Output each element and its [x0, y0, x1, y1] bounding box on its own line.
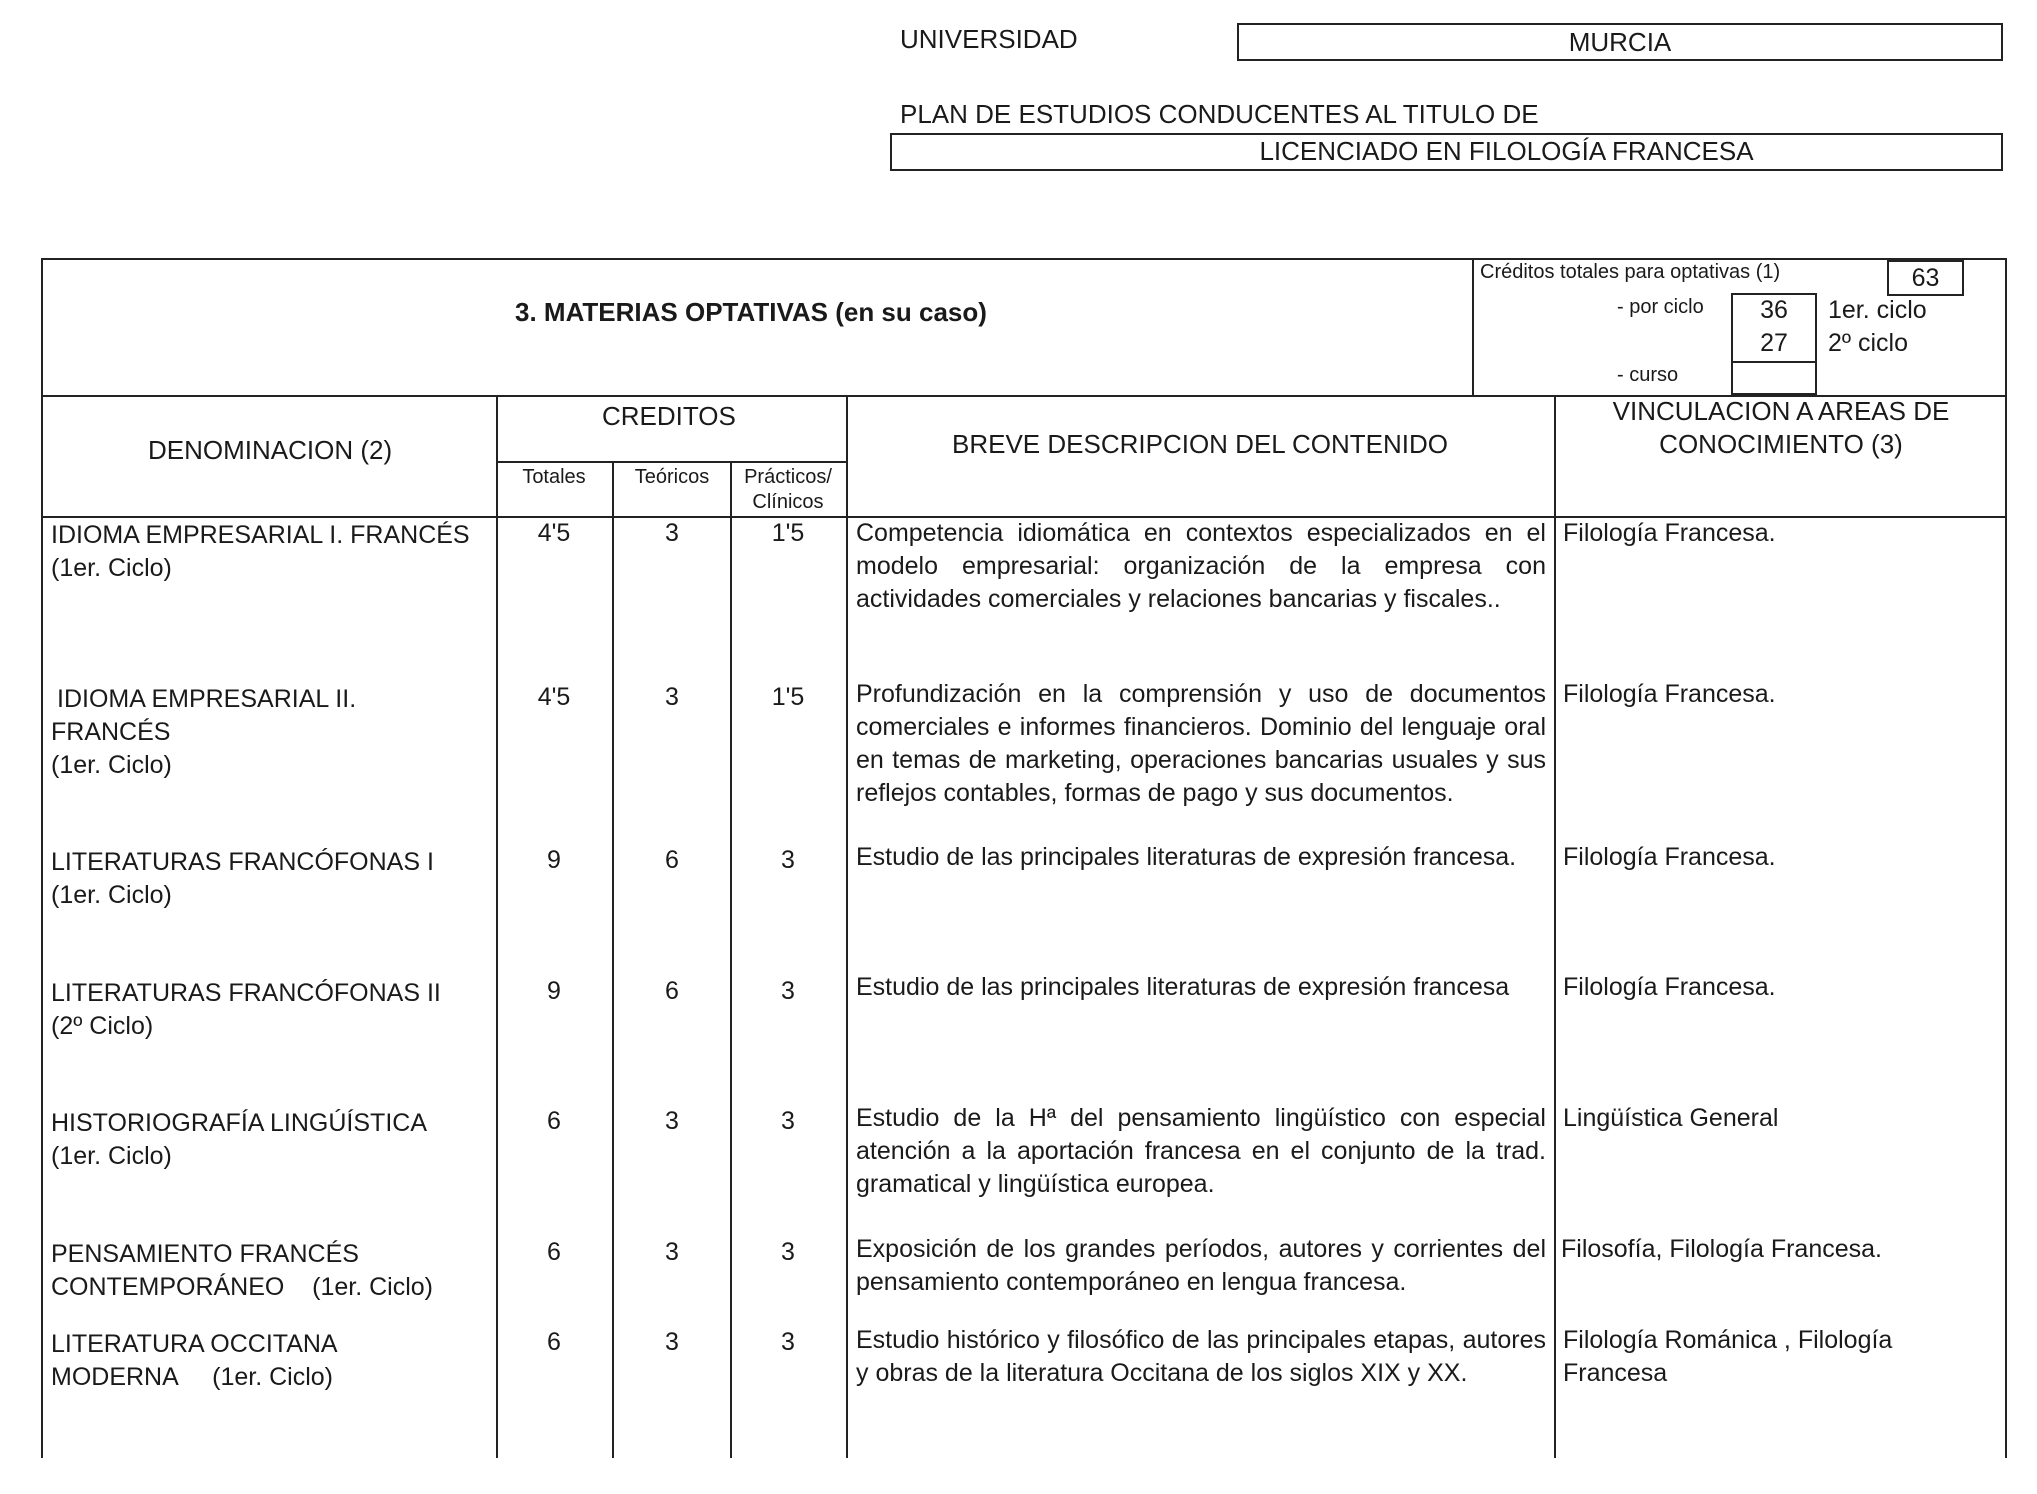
row-totales: 4'5: [537, 683, 571, 711]
plan-label: PLAN DE ESTUDIOS CONDUCENTES AL TITULO DE: [900, 99, 1539, 129]
row-area: Filología Románica , Filología Francesa: [1563, 1326, 1893, 1387]
row-area: Lingüística General: [1563, 1104, 1779, 1132]
col-denominacion: DENOMINACION (2): [148, 435, 393, 465]
row-totales: 6: [547, 1328, 561, 1356]
curso-label: - curso: [1617, 364, 1679, 386]
row-teoricos: 3: [665, 1107, 679, 1135]
row-name: LITERATURAS FRANCÓFONAS II: [51, 979, 441, 1007]
row-area: Filología Francesa.: [1563, 519, 1776, 547]
row-practicos: 3: [781, 1328, 795, 1356]
row-totales: 4'5: [537, 519, 571, 547]
col-descripcion: BREVE DESCRIPCION DEL CONTENIDO: [952, 429, 1449, 459]
degree-field: [890, 133, 2003, 171]
row-name: MODERNA (1er. Ciclo): [51, 1363, 333, 1391]
degree-value: LICENCIADO EN FILOLOGÍA FRANCESA: [1259, 136, 1754, 166]
row-name: (1er. Ciclo): [51, 751, 172, 779]
divider: [496, 461, 846, 463]
row-name: IDIOMA EMPRESARIAL I. FRANCÉS: [51, 521, 470, 549]
row-description: Estudio de la Hª del pensamiento lingüístico con especial atención a la aportación francesa en el conjunto de la trad. gramatical y lingüística europea.: [856, 1104, 1546, 1198]
por-ciclo-label: - por ciclo: [1617, 296, 1704, 318]
divider: [1554, 395, 1556, 1458]
row-practicos: 1'5: [771, 683, 805, 711]
ciclo2-value: 27: [1760, 329, 1788, 357]
row-teoricos: 6: [665, 846, 679, 874]
col-vinculacion-2: CONOCIMIENTO (3): [1659, 429, 1903, 459]
row-name: (1er. Ciclo): [51, 881, 172, 909]
divider: [730, 461, 732, 1458]
row-description: Profundización en la comprensión y uso de documentos comerciales e informes financieros. Dominio del lenguaje oral en temas de marketing, operaciones bancarias usuales y sus reflejos contables, formas de pago y sus documentos.: [856, 680, 1546, 807]
row-teoricos: 3: [665, 683, 679, 711]
divider: [1731, 361, 1817, 363]
row-area: Filología Francesa.: [1563, 843, 1776, 871]
row-practicos: 3: [781, 977, 795, 1005]
row-description: Competencia idiomática en contextos especializados en el modelo empresarial: organización de la empresa con actividades comerciales y relaciones bancarias y fiscales..: [856, 519, 1546, 613]
row-name: PENSAMIENTO FRANCÉS: [51, 1240, 359, 1268]
row-name: HISTORIOGRAFÍA LINGÚÍSTICA: [51, 1109, 427, 1137]
credits-total-label: Créditos totales para optativas (1): [1480, 261, 1781, 283]
col-totales: Totales: [522, 466, 586, 488]
row-name: CONTEMPORÁNEO (1er. Ciclo): [51, 1273, 433, 1301]
row-totales: 9: [547, 977, 561, 1005]
university-value: MURCIA: [1568, 27, 1672, 57]
row-practicos: 3: [781, 846, 795, 874]
row-description: Estudio histórico y filosófico de las principales etapas, autores y obras de la literatura Occitana de los siglos XIX y XX.: [856, 1326, 1546, 1387]
section-title: 3. MATERIAS OPTATIVAS (en su caso): [515, 297, 987, 327]
row-area: Filología Francesa.: [1563, 973, 1776, 1001]
university-field: [1237, 23, 2003, 61]
credits-total-box: [1887, 260, 1964, 296]
row-name: (1er. Ciclo): [51, 554, 172, 582]
col-practicos: Prácticos/: [744, 466, 832, 488]
row-totales: 6: [547, 1107, 561, 1135]
col-vinculacion-1: VINCULACION A AREAS DE: [1612, 396, 1950, 426]
row-area: Filología Francesa.: [1563, 680, 1776, 708]
row-name: LITERATURAS FRANCÓFONAS I: [51, 848, 434, 876]
row-description: Estudio de las principales literaturas de expresión francesa.: [856, 843, 1517, 871]
row-practicos: 1'5: [771, 519, 805, 547]
ciclo1-value: 36: [1760, 296, 1788, 324]
row-name: LITERATURA OCCITANA: [51, 1330, 338, 1358]
row-description: Estudio de las principales literaturas de expresión francesa: [856, 973, 1510, 1001]
row-teoricos: 6: [665, 977, 679, 1005]
divider: [496, 395, 498, 1458]
ciclo2-label: 2º ciclo: [1828, 329, 1908, 357]
row-area: Filosofía, Filología Francesa.: [1561, 1235, 1882, 1263]
divider: [612, 461, 614, 1458]
row-teoricos: 3: [665, 519, 679, 547]
credits-total-value: 63: [1911, 264, 1940, 292]
row-totales: 6: [547, 1238, 561, 1266]
divider: [846, 395, 848, 1458]
ciclo1-label: 1er. ciclo: [1828, 296, 1927, 324]
divider: [1472, 258, 1474, 395]
row-name: (2º Ciclo): [51, 1012, 154, 1040]
col-creditos: CREDITOS: [602, 401, 736, 431]
university-label: UNIVERSIDAD: [900, 24, 1078, 54]
col-clinicos: Clínicos: [752, 491, 824, 513]
row-totales: 9: [547, 846, 561, 874]
row-practicos: 3: [781, 1238, 795, 1266]
col-teoricos: Teóricos: [634, 466, 710, 488]
row-name: (1er. Ciclo): [51, 1142, 172, 1170]
row-teoricos: 3: [665, 1328, 679, 1356]
row-teoricos: 3: [665, 1238, 679, 1266]
row-practicos: 3: [781, 1107, 795, 1135]
row-name: IDIOMA EMPRESARIAL II.: [57, 685, 357, 713]
row-description: Exposición de los grandes períodos, autores y corrientes del pensamiento contemporáneo en lengua francesa.: [856, 1235, 1546, 1296]
row-name: FRANCÉS: [51, 718, 171, 746]
